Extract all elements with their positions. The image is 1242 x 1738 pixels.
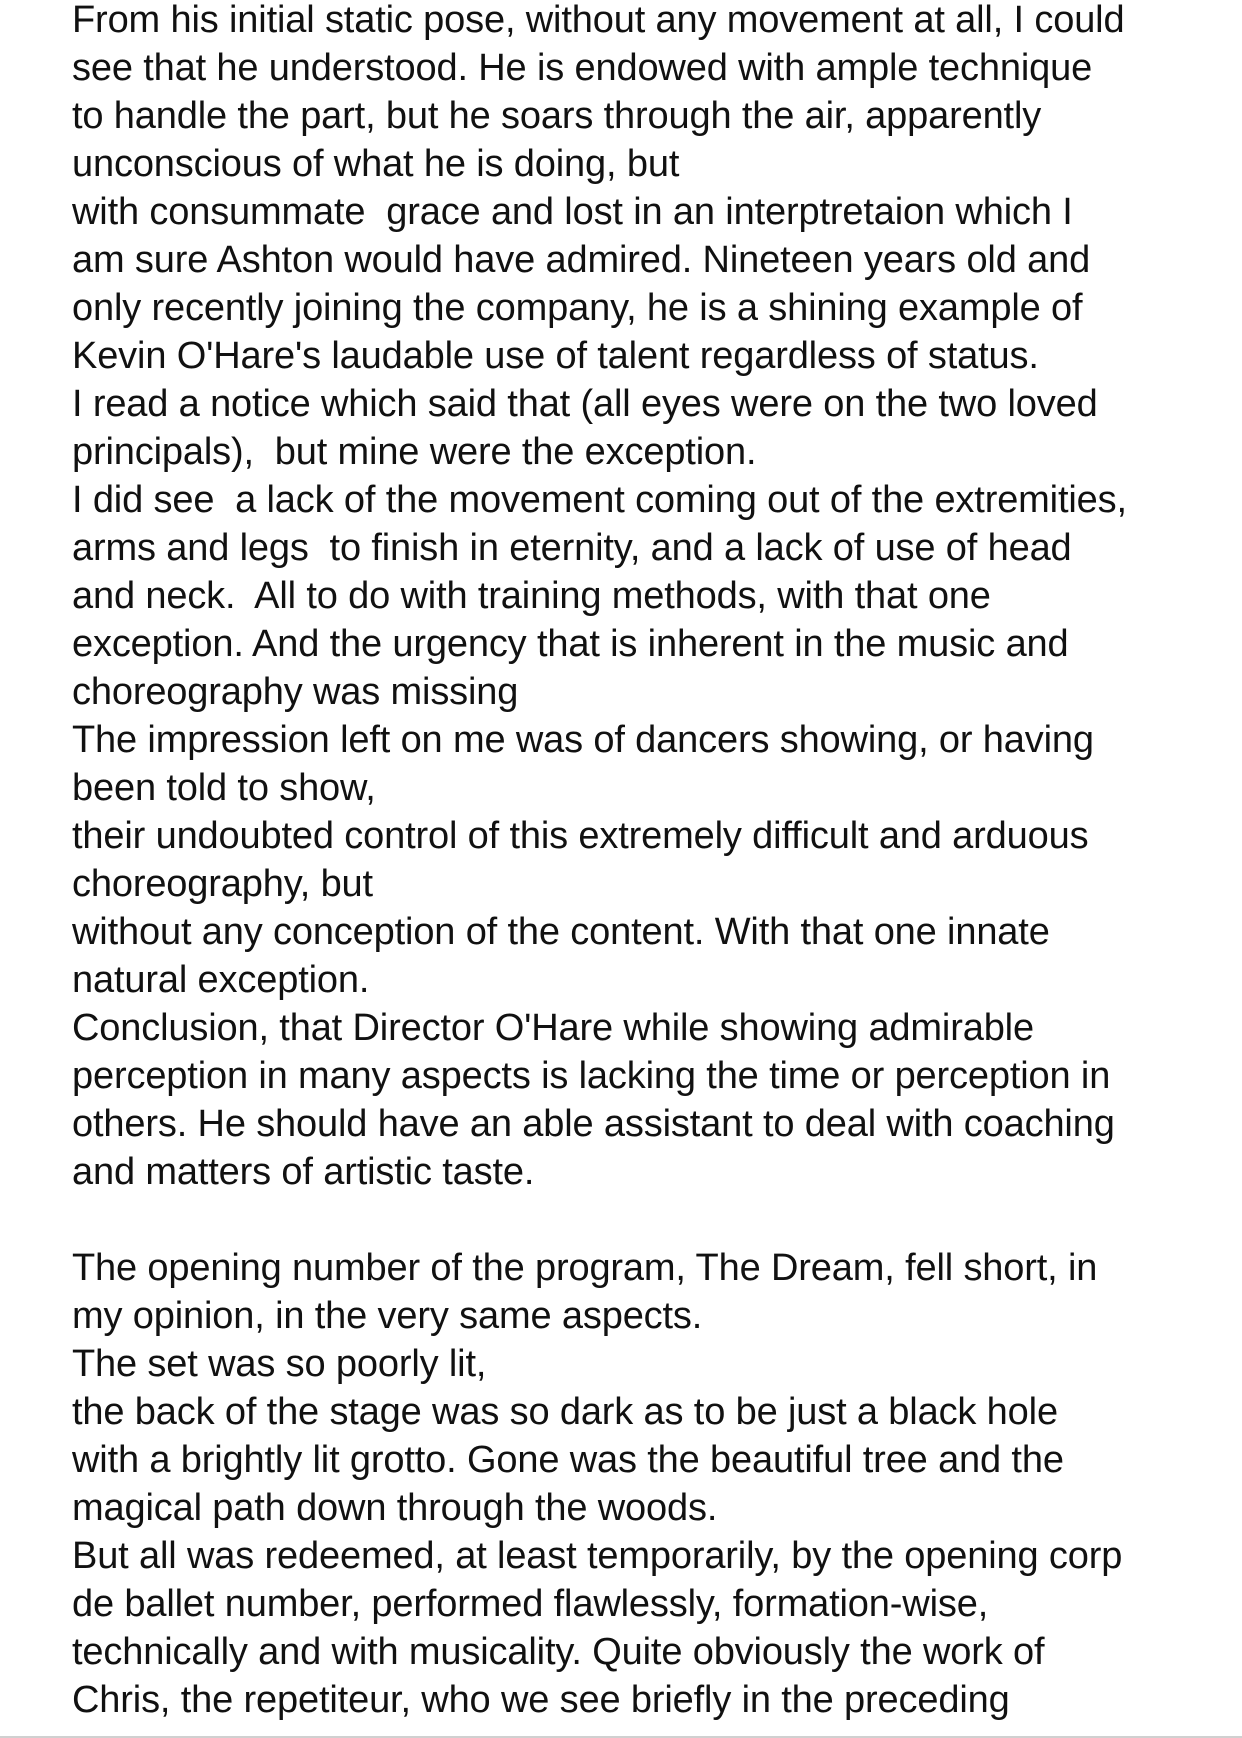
text-line: magical path down through the woods. <box>72 1487 718 1529</box>
text-line: been told to show, <box>72 767 376 809</box>
text-line: The set was so poorly lit, <box>72 1343 487 1385</box>
text-line: Kevin O'Hare's laudable use of talent regardless of status. <box>72 335 1039 377</box>
text-line: The impression left on me was of dancers showing, or having <box>72 719 1094 761</box>
text-line: see that he understood. He is endowed with ample technique <box>72 47 1093 89</box>
text-line: am sure Ashton would have admired. Nineteen years old and <box>72 239 1091 281</box>
text-line: The opening number of the program, The Dream, fell short, in <box>72 1247 1098 1289</box>
text-line: with consummate grace and lost in an interptretaion which I <box>72 191 1073 233</box>
text-line: choreography, but <box>72 863 373 905</box>
text-line: principals), but mine were the exception. <box>72 431 757 473</box>
document-text <box>72 0 1232 1724</box>
text-line: arms and legs to finish in eternity, and a lack of use of head <box>72 527 1072 569</box>
text-line: only recently joining the company, he is a shining example of <box>72 287 1083 329</box>
text-line: From his initial static pose, without any movement at all, I could <box>72 0 1125 41</box>
text-line: others. He should have an able assistant to deal with coaching <box>72 1103 1115 1145</box>
text-line: choreography was missing <box>72 671 519 713</box>
text-line: technically and with musicality. Quite obviously the work of <box>72 1631 1045 1673</box>
text-line: my opinion, in the very same aspects. <box>72 1295 703 1337</box>
text-line: without any conception of the content. With that one innate <box>72 911 1050 953</box>
text-line: with a brightly lit grotto. Gone was the beautiful tree and the <box>72 1439 1064 1481</box>
text-line: de ballet number, performed flawlessly, formation-wise, <box>72 1583 989 1625</box>
text-line: and matters of artistic taste. <box>72 1151 535 1193</box>
text-line: exception. And the urgency that is inherent in the music and <box>72 623 1069 665</box>
text-line: unconscious of what he is doing, but <box>72 143 680 185</box>
text-line: Conclusion, that Director O'Hare while showing admirable <box>72 1007 1034 1049</box>
paragraph-break <box>72 1196 1232 1244</box>
text-line: Chris, the repetiteur, who we see briefly in the preceding <box>72 1679 1010 1721</box>
text-line: I read a notice which said that (all eyes were on the two loved <box>72 383 1098 425</box>
text-line: the back of the stage was so dark as to be just a black hole <box>72 1391 1058 1433</box>
text-line: and neck. All to do with training methods, with that one <box>72 575 991 617</box>
text-line: I did see a lack of the movement coming out of the extremities, <box>72 479 1127 521</box>
text-line: But all was redeemed, at least temporarily, by the opening corp <box>72 1535 1123 1577</box>
text-line: natural exception. <box>72 959 370 1001</box>
text-line: their undoubted control of this extremely difficult and arduous <box>72 815 1089 857</box>
text-line: perception in many aspects is lacking the time or perception in <box>72 1055 1111 1097</box>
text-line: to handle the part, but he soars through the air, apparently <box>72 95 1042 137</box>
